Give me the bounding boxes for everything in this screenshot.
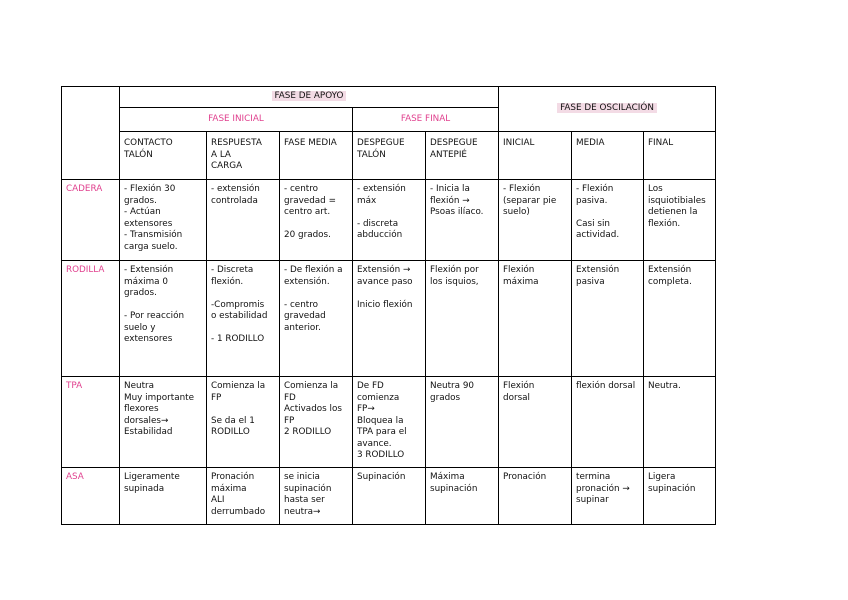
table-cell: Flexión dorsal xyxy=(499,377,572,468)
column-header: RESPUESTA A LA CARGA xyxy=(207,132,280,180)
fase-oscilacion-label: FASE DE OSCILACIÓN xyxy=(557,103,657,113)
table-cell: se inicia supinación hasta ser neutra→ xyxy=(280,468,353,525)
fase-inicial-header: FASE INICIAL xyxy=(120,108,353,132)
table-cell: Ligera supinación xyxy=(644,468,716,525)
header-row-columns xyxy=(62,132,716,180)
table-cell: - Flexión pasiva. Casi sin actividad. xyxy=(572,180,644,261)
table-cell: Supinación xyxy=(353,468,426,525)
fase-apoyo-header xyxy=(120,87,499,108)
table-row-rodilla xyxy=(62,261,716,377)
table-cell: Comienza la FP Se da el 1 RODILLO xyxy=(207,377,280,468)
table-cell: Neutra Muy importante flexores dorsales→ Estabilidad xyxy=(120,377,207,468)
row-label: TPA xyxy=(62,377,120,468)
table-cell: Pronación máxima ALI derrumbado xyxy=(207,468,280,525)
gait-phases-table xyxy=(61,86,716,525)
column-header: CONTACTO TALÓN xyxy=(120,132,207,180)
corner-cell xyxy=(62,87,120,180)
table-cell: Neutra. xyxy=(644,377,716,468)
table-cell: - De flexión a extensión. - centro gravedad anterior. xyxy=(280,261,353,377)
table-cell: Flexión máxima xyxy=(499,261,572,377)
table-cell: Los isquiotibiales detienen la flexión. xyxy=(644,180,716,261)
header-row-phases xyxy=(62,87,716,108)
column-header: MEDIA xyxy=(572,132,644,180)
table-row-asa xyxy=(62,468,716,525)
column-header: FINAL xyxy=(644,132,716,180)
table-cell: Ligeramente supinada xyxy=(120,468,207,525)
table-cell: - extensión máx - discreta abducción xyxy=(353,180,426,261)
table-cell: - Inicia la flexión → Psoas ilíaco. xyxy=(426,180,499,261)
table-cell: Neutra 90 grados xyxy=(426,377,499,468)
table-cell: - Flexión 30 grados. - Actúan extensores - Transmisión carga suelo. xyxy=(120,180,207,261)
table-cell: Máxima supinación xyxy=(426,468,499,525)
column-header: DESPEGUE ANTEPIÉ xyxy=(426,132,499,180)
table-cell: Flexión por los isquios, xyxy=(426,261,499,377)
column-header: DESPEGUE TALÓN xyxy=(353,132,426,180)
column-header: FASE MEDIA xyxy=(280,132,353,180)
fase-final-header: FASE FINAL xyxy=(353,108,499,132)
table-cell: flexión dorsal xyxy=(572,377,644,468)
table-cell: - Flexión (separar pie suelo) xyxy=(499,180,572,261)
table-cell: Extensión pasiva xyxy=(572,261,644,377)
table-cell: - extensión controlada xyxy=(207,180,280,261)
table-cell: - Discreta flexión. -Compromis o estabilidad - 1 RODILLO xyxy=(207,261,280,377)
table-cell: Comienza la FD Activados los FP 2 RODILLO xyxy=(280,377,353,468)
row-label: ASA xyxy=(62,468,120,525)
table-cell: Pronación xyxy=(499,468,572,525)
column-header: INICIAL xyxy=(499,132,572,180)
table-cell: De FD comienza FP→ Bloquea la TPA para el avance. 3 RODILLO xyxy=(353,377,426,468)
table-row-cadera xyxy=(62,180,716,261)
table-cell: - Extensión máxima 0 grados. - Por reacción suelo y extensores xyxy=(120,261,207,377)
fase-oscilacion-header xyxy=(499,87,716,132)
table-cell: - centro gravedad = centro art. 20 grados. xyxy=(280,180,353,261)
row-label: CADERA xyxy=(62,180,120,261)
fase-apoyo-label: FASE DE APOYO xyxy=(272,91,347,101)
table-cell: Extensión completa. xyxy=(644,261,716,377)
table-cell: Extensión → avance paso Inicio flexión xyxy=(353,261,426,377)
table-row-tpa xyxy=(62,377,716,468)
table-cell: termina pronación → supinar xyxy=(572,468,644,525)
row-label: RODILLA xyxy=(62,261,120,377)
